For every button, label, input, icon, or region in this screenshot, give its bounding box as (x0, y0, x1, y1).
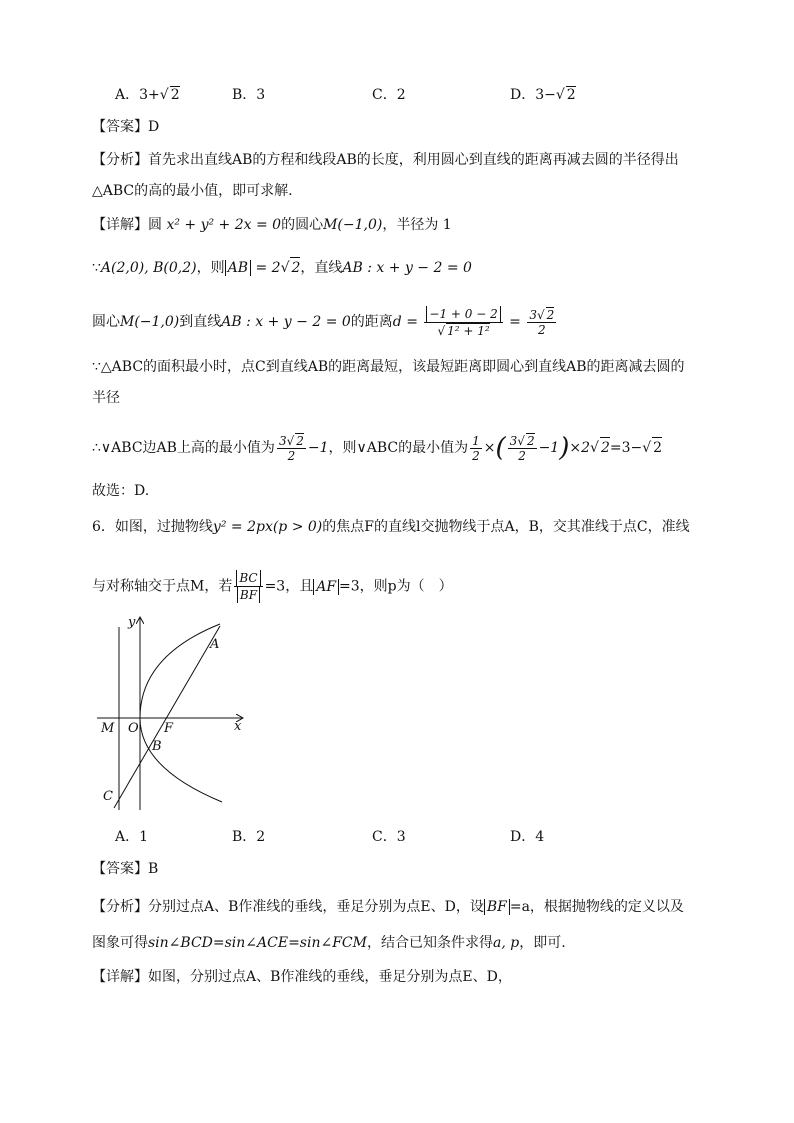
q6-detail-line-1: 【详解】如图，分别过点A、B作准线的垂线，垂足分别为点E、D， (92, 969, 512, 985)
q6-stem-line-1: 6．如图，过抛物线y² = 2px(p > 0)的焦点F的直线l交抛物线于点A，B，交其准线于点C，准线 (92, 519, 690, 535)
label-x: x (234, 719, 242, 734)
q5-detail-line-1: 【详解】圆 x² + y² + 2x = 0的圆心M(−1,0)，半径为 1 (92, 217, 452, 233)
q5-option-b[interactable]: B．3 (232, 87, 266, 103)
label-y: y (128, 615, 136, 630)
q6-analysis-line-1: 【分析】分别过点A、B作准线的垂线，垂足分别为点E、D，设 BF =a，根据抛物线的定义以及 (92, 899, 684, 915)
q5-option-a[interactable]: A．3+√ 2 (115, 87, 180, 103)
ab-length: AB = 2√ 2 (225, 260, 301, 276)
q6-option-c[interactable]: C．3 (372, 829, 406, 845)
min-area-expression: $\frac{1}{2}$ ×( $\frac{3√ 2}{2}$ −1)×2√ 2 (472, 433, 610, 463)
q5-options (115, 84, 675, 104)
min-height-expression: $\frac{3√ 2}{2}$ −1 (278, 434, 329, 463)
q5-detail-line-4: ∵△ABC的面积最小时，点C到直线AB的距离最短，该最短距离即圆心到直线AB的距离减去圆的 (92, 359, 685, 375)
q6-option-b[interactable]: B．2 (232, 829, 266, 845)
line-l (114, 626, 220, 808)
parabola-equation: y² = 2px(p > 0) (212, 519, 323, 535)
label-c: C (103, 789, 113, 804)
label-a: A (210, 637, 220, 652)
q5-detail-line-2: ∵A(2,0), B(0,2)，则 AB = 2√ 2，直线AB : x + y − 2 = 0 (92, 257, 472, 278)
circle-equation: x² + y² + 2x = 0 (162, 217, 282, 233)
line-ab-equation: AB : x + y − 2 = 0 (342, 260, 472, 276)
label-f: F (164, 721, 174, 736)
q6-options (115, 826, 675, 846)
q5-detail-line-6: ∴∨ABC边AB上高的最小值为 $\frac{3√ 2}{2}$ −1，则∨ABC的最小值为 $\frac{1}{2}$ ×( $\frac{3√ 2}{2}$ −1)×2√ 2=3−√ 2 (92, 433, 663, 463)
q6-option-a[interactable]: A．1 (115, 829, 149, 845)
parabola-figure (92, 612, 252, 814)
distance-formula: d = $\frac{-1 + 0 - 2}{\text{√ 1² + 1²}}$ = $\frac{3√ 2}{2}$ (392, 307, 555, 338)
label-b: B (152, 739, 162, 754)
q6-option-d[interactable]: D．4 (510, 829, 545, 845)
af-length: AF (313, 579, 339, 595)
ratio-bc-bf: $\frac{BC}{BF}$ (232, 579, 264, 595)
q5-analysis-line-1: 【分析】首先求出直线AB的方程和线段AB的长度，利用圆心到直线的距离再减去圆的半径得出 (92, 152, 679, 168)
points-ab: A(2,0), B(0,2) (100, 260, 197, 276)
q5-option-c[interactable]: C．2 (372, 87, 406, 103)
q6-stem-line-2: 与对称轴交于点M，若 $\frac{BC}{BF}$ =3，且 AF =3，则p为（ ） (92, 571, 453, 602)
q5-analysis-line-2: △ABC的高的最小值，即可求解. (92, 183, 293, 199)
bf-abs: BF (484, 899, 510, 915)
label-o: O (128, 721, 139, 736)
circle-center: M(−1,0) (323, 217, 383, 233)
q5-detail-line-5: 半径 (92, 390, 120, 406)
q6-answer: 【答案】B (92, 861, 159, 877)
q5-answer: 【答案】D (92, 119, 160, 135)
q5-detail-line-3: 圆心M(−1,0)到直线AB : x + y − 2 = 0的距离d = $\frac{-1 + 0 - 2}{\text{√ 1² + 1²}}$ = $\frac{3√ 2}{2}$ (92, 306, 558, 338)
label-m: M (101, 721, 115, 736)
q6-analysis-line-2: 图象可得sin∠BCD=sin∠ACE=sin∠FCM，结合已知条件求得a, p，即可. (92, 935, 566, 951)
q5-conclusion: 故选：D. (92, 483, 150, 499)
q5-option-d[interactable]: D．3−√ 2 (510, 87, 576, 103)
